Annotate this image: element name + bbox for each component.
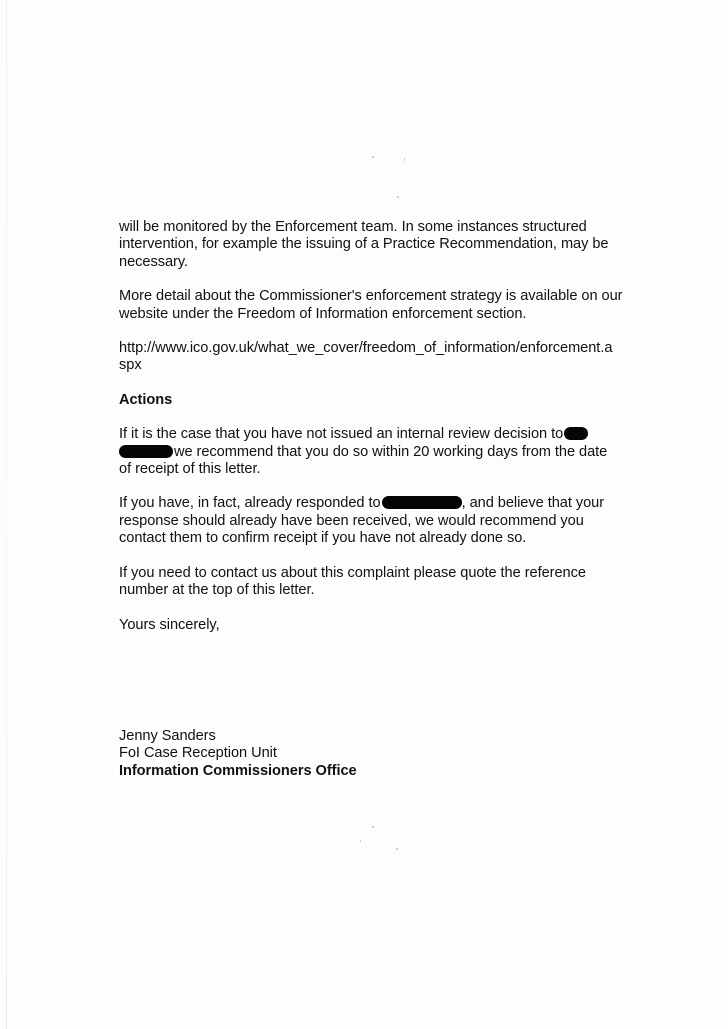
actions-heading: Actions — [119, 391, 173, 408]
enforcement-url-line2: spx — [119, 357, 142, 374]
actions-p2-text-c: response should already have been received, we would recommend you — [119, 512, 584, 529]
paragraph-contact — [119, 565, 639, 600]
redaction-mark — [564, 427, 588, 440]
signatory-unit: FoI Case Reception Unit — [119, 745, 277, 762]
contact-text-b: number at the top of this letter. — [119, 582, 315, 599]
signature-block — [119, 728, 639, 780]
actions-p2-text-d: contact them to confirm receipt if you have not already done so. — [119, 530, 527, 547]
scan-speck — [397, 196, 399, 198]
redaction-mark — [119, 445, 173, 458]
actions-p1-text-c: of receipt of this letter. — [119, 461, 261, 478]
enforcement-url-line1: http://www.ico.gov.uk/what_we_cover/freedom_of_information/enforcement.a — [119, 340, 613, 357]
scan-speck — [360, 840, 361, 842]
paragraph-more-detail: More detail about the Commissioner's enforcement strategy is available on our website under the Freedom of Information enforcement section. — [119, 288, 623, 322]
scan-speck — [396, 848, 398, 850]
actions-p1-text-b: we recommend that you do so within 20 working days from the date — [174, 443, 608, 460]
actions-p2-text-a: If you have, in fact, already responded to — [119, 495, 381, 512]
paragraph-actions-2 — [119, 495, 639, 547]
closing: Yours sincerely, — [119, 616, 220, 633]
enforcement-url[interactable] — [119, 340, 639, 375]
actions-p1-text-a: If it is the case that you have not issued an internal review decision to — [119, 426, 564, 443]
actions-p2-text-b: , and believe that your — [461, 495, 605, 512]
scan-speck — [372, 156, 374, 158]
scan-edge — [6, 0, 7, 1029]
signatory-organisation: Information Commissioners Office — [119, 762, 357, 779]
scan-speck — [372, 826, 374, 828]
paragraph-monitoring: will be monitored by the Enforcement team. In some instances structured intervention, for example the issuing of a Practice Recommendation, may be necessary. — [119, 219, 609, 270]
redaction-mark — [382, 496, 462, 509]
letter-body — [119, 219, 639, 780]
signatory-name: Jenny Sanders — [119, 727, 216, 744]
contact-text-a: If you need to contact us about this complaint please quote the reference — [119, 564, 586, 581]
paragraph-actions-1 — [119, 426, 639, 478]
scan-speck — [404, 158, 405, 161]
